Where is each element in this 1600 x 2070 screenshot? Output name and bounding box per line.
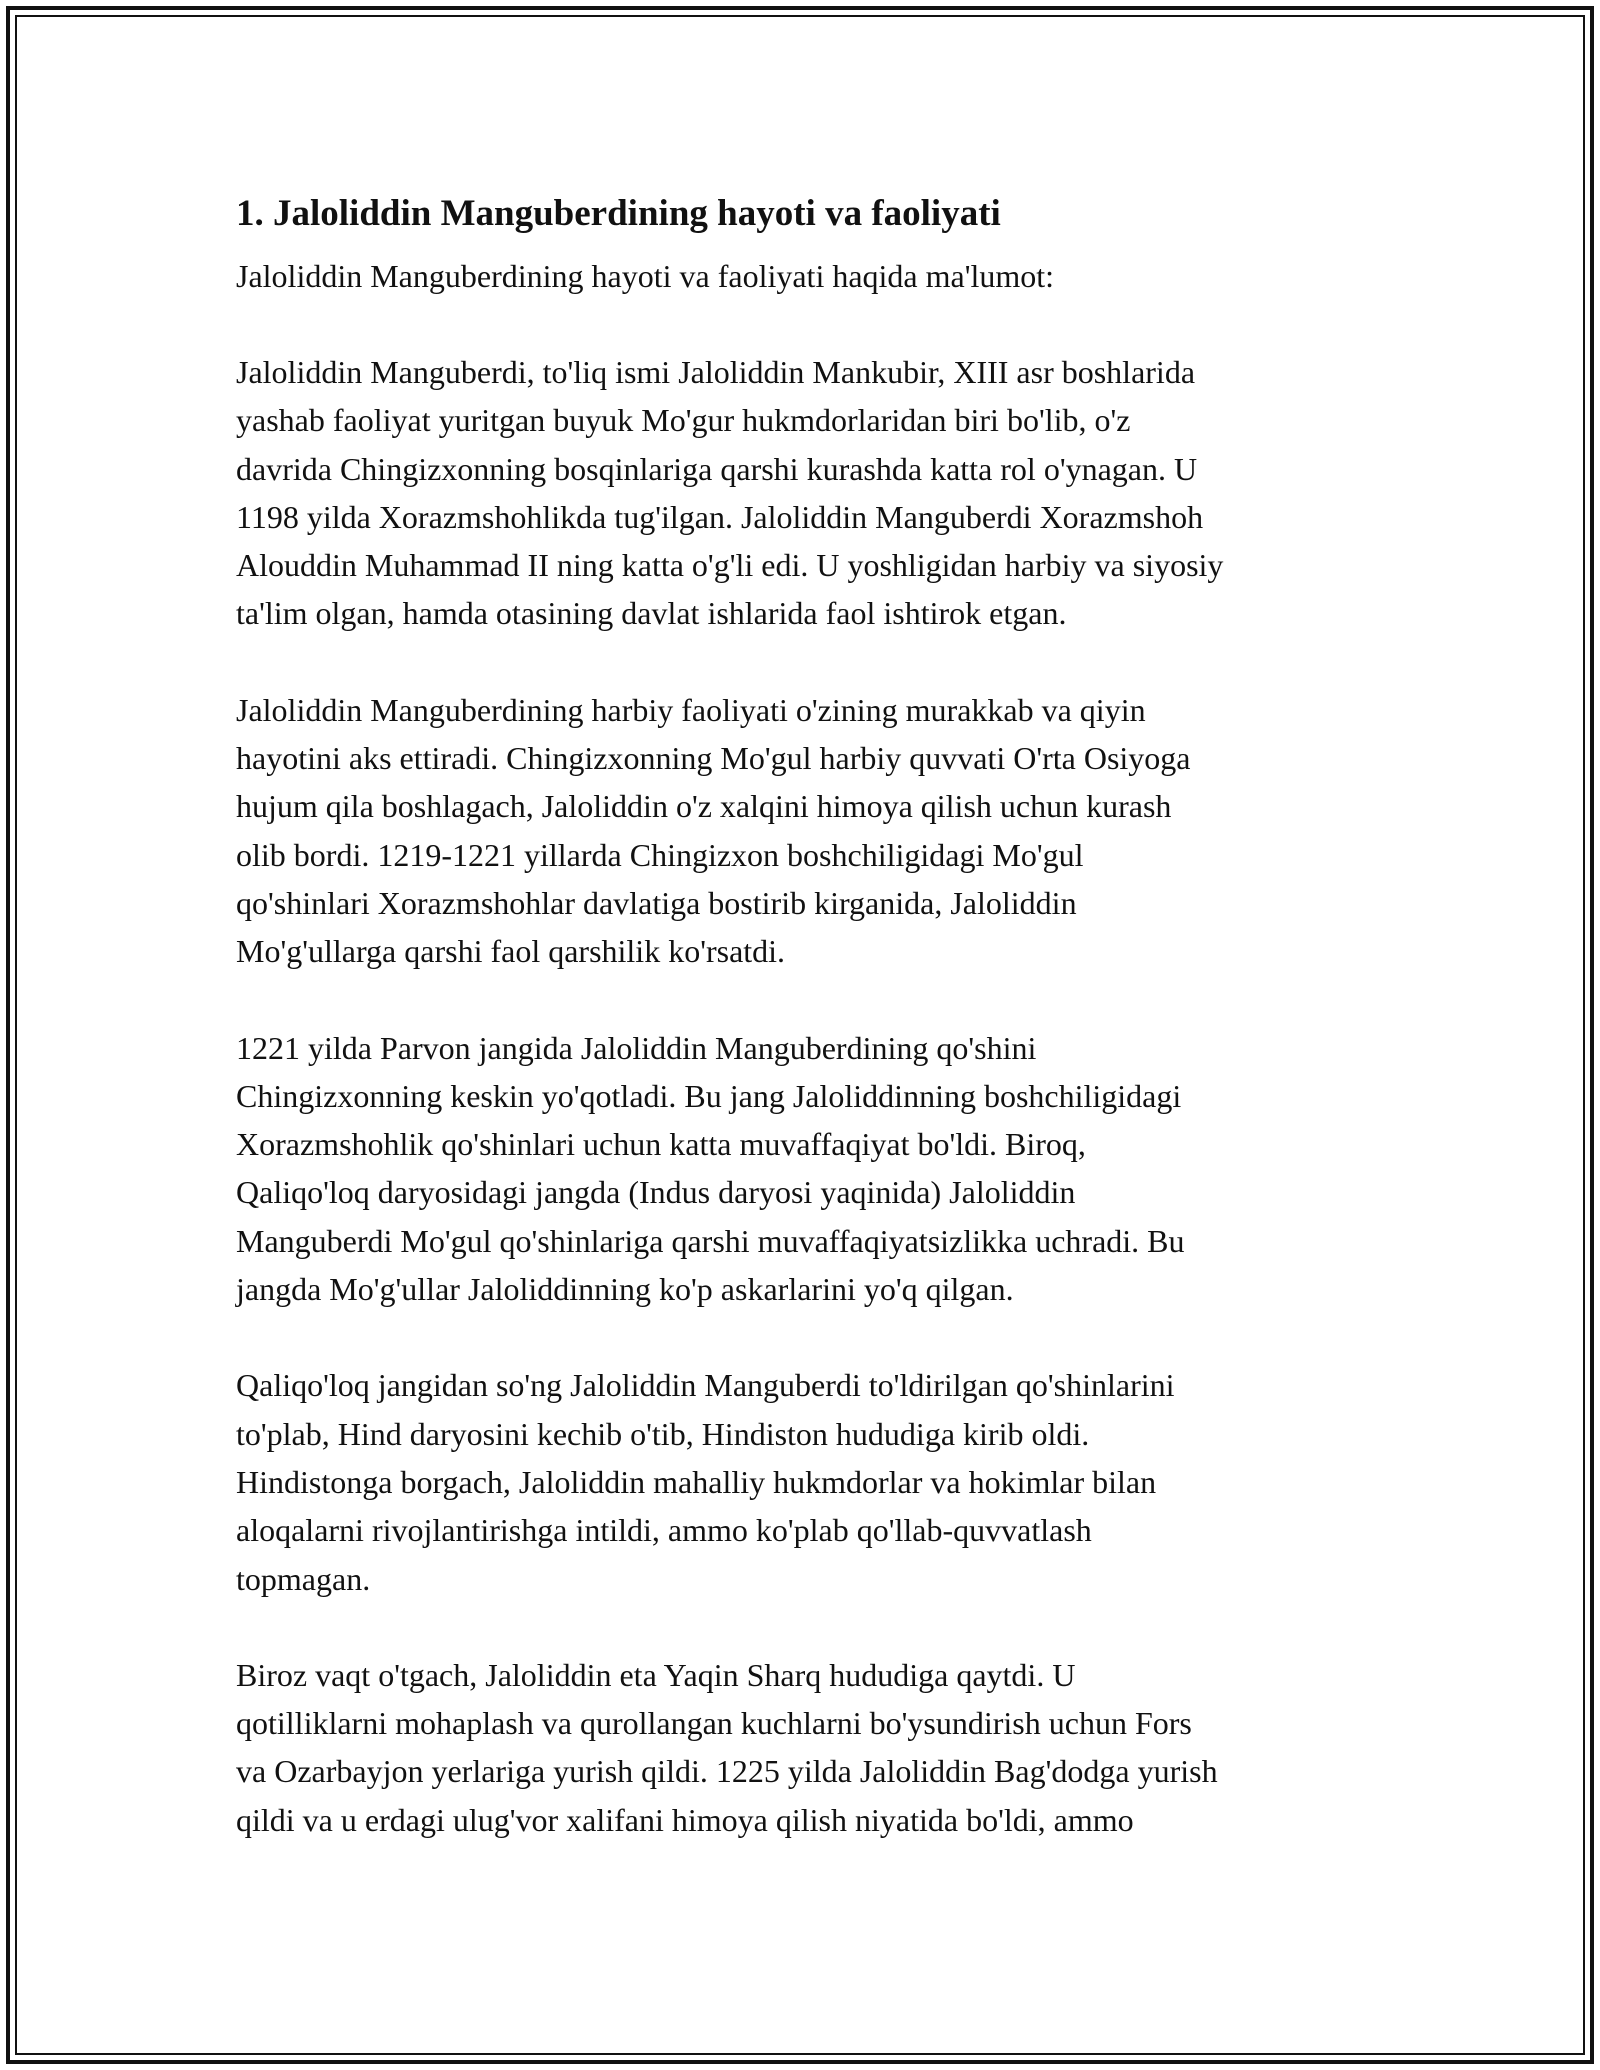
intro-line: Jaloliddin Manguberdining hayoti va faoliyati haqida ma'lumot: [236, 258, 1055, 294]
paragraph-1: Jaloliddin Manguberdi, to'liq ismi Jaloliddin Mankubir, XIII asr boshlarida yashab faoliyat yuritgan buyuk Mo'gur hukmdorlaridan biri bo'lib, o'z davrida Chingizxonning bosqinlariga qarshi kurashda katta rol o'ynagan. U 1198 yilda Xorazmshohlikda tug'ilgan. Jaloliddin Manguberdi Xorazmshoh Alouddin Muhammad II ning katta o'g'li edi. U yoshligidan harbiy va siyosiy ta'lim olgan, hamda otasining davlat ishlarida faol ishtirok etgan. [236, 354, 1224, 632]
document-body [236, 186, 1376, 1844]
paragraph-4: Qaliqo'loq jangidan so'ng Jaloliddin Manguberdi to'ldirilgan qo'shinlarini to'plab, Hind daryosini kechib o'tib, Hindiston hududiga kirib oldi. Hindistonga borgach, Jaloliddin mahalliy hukmdorlar va hokimlar bilan aloqalarni rivojlantirishga intildi, ammo ko'plab qo'llab-quvvatlash topmagan. [236, 1367, 1175, 1597]
paragraph-3: 1221 yilda Parvon jangida Jaloliddin Manguberdining qo'shini Chingizxonning keskin yo'qotladi. Bu jang Jaloliddinning boshchiligidagi Xorazmshohlik qo'shinlari uchun katta muvaffaqiyat bo'ldi. Biroq, Qaliqo'loq daryosidagi jangda (Indus daryosi yaqinida) Jaloliddin Manguberdi Mo'gul qo'shinlariga qarshi muvaffaqiyatsizlikka uchradi. Bu jangda Mo'g'ullar Jaloliddinning ko'p askarlarini yo'q qilgan. [236, 1029, 1185, 1308]
paragraph-2: Jaloliddin Manguberdining harbiy faoliyati o'zining murakkab va qiyin hayotini aks ettiradi. Chingizxonning Mo'gul harbiy quvvati O'rta Osiyoga hujum qila boshlagach, Jaloliddin o'z xalqini himoya qilish uchun kurash olib bordi. 1219-1221 yillarda Chingizxon boshchiligidagi Mo'gul qo'shinlari Xorazmshohlar davlatiga bostirib kirganida, Jaloliddin Mo'g'ullarga qarshi faol qarshilik ko'rsatdi. [236, 691, 1191, 970]
page-title: 1. Jaloliddin Manguberdining hayoti va faoliyati [236, 193, 1001, 234]
paragraph-5: Biroz vaqt o'tgach, Jaloliddin eta Yaqin Sharq hududiga qaytdi. U qotilliklarni mohaplash va qurollangan kuchlarni bo'ysundirish uchun Fors va Ozarbayjon yerlariga yurish qildi. 1225 yilda Jaloliddin Bag'dodga yurish qildi va u erdagi ulug'vor xalifani himoya qilish niyatida bo'ldi, ammo [236, 1656, 1218, 1838]
